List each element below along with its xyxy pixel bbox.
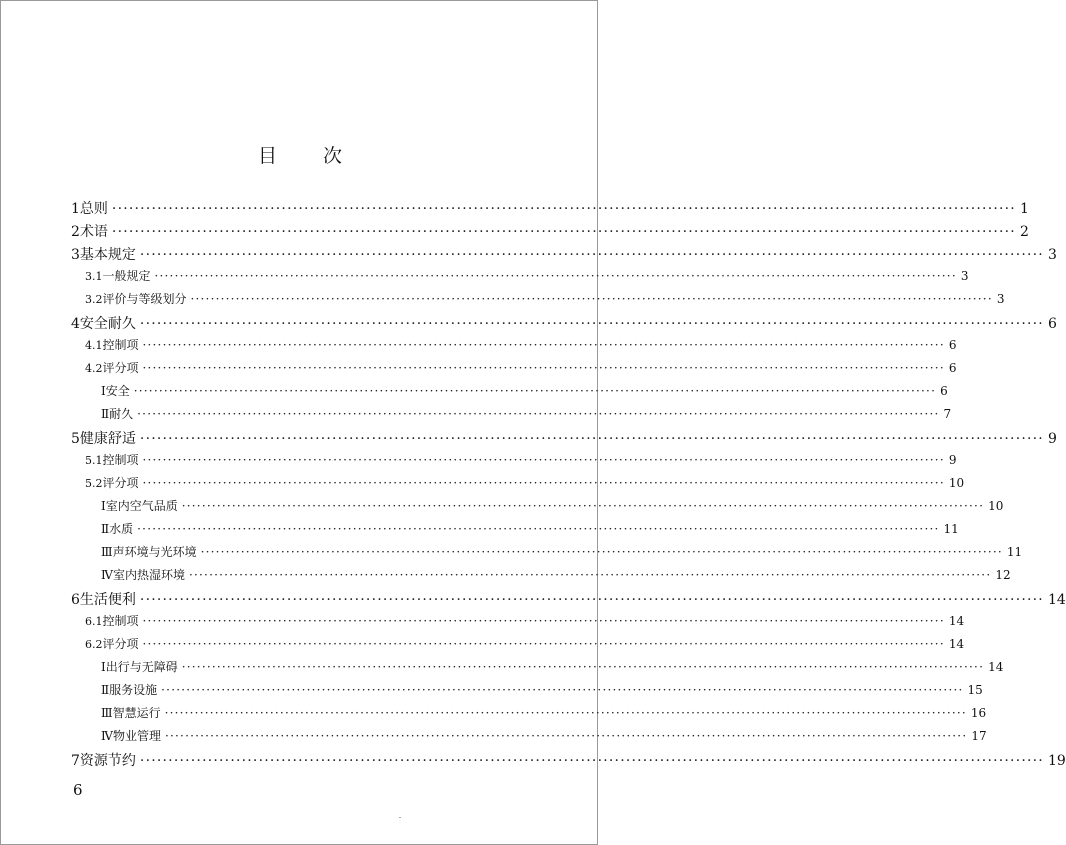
toc-entry-label: 室内空气品质 [105, 499, 178, 513]
toc-leader-dots: ································································································································································ [189, 568, 992, 582]
toc-entry-label: 物业管理 [113, 729, 162, 743]
toc-entry[interactable] [85, 359, 957, 381]
toc-leader-dots: ································································································································································ [137, 522, 940, 536]
toc-entry[interactable] [85, 451, 957, 473]
toc-entry-page: 11 [943, 522, 959, 536]
toc-entry[interactable] [71, 750, 1066, 772]
toc-entry-label: 一般规定 [102, 269, 151, 283]
toc-entry-number: 6.2 [85, 638, 103, 651]
toc-entry-label: 术语 [79, 224, 108, 240]
toc-entry-number: 5.2 [85, 477, 103, 490]
toc-entry-label: 生活便利 [79, 592, 136, 608]
toc-entry-page: 14 [948, 614, 965, 628]
toc-entry-page: 6 [948, 361, 957, 375]
toc-entry[interactable] [101, 520, 959, 542]
toc-entry-page: 10 [948, 476, 965, 490]
toc-leader-dots: ································································································································································ [161, 683, 964, 697]
toc-entry-label: 服务设施 [109, 683, 158, 697]
page-title [1, 141, 599, 168]
toc-entry-number: Ⅲ [101, 545, 113, 559]
toc-leader-dots: ································································································································································ [165, 729, 968, 743]
toc-entry-label: 资源节约 [79, 753, 136, 769]
toc-leader-dots: ································································································································································ [142, 637, 945, 651]
toc-entry-page: 14 [948, 637, 965, 651]
toc-entry-number: Ⅳ [101, 729, 113, 743]
toc-leader-dots: ································································································································································ [139, 316, 1044, 332]
toc-entry-page: 6 [1047, 316, 1057, 332]
toc-entry-page: 15 [967, 683, 983, 697]
toc-entry-page: 17 [971, 729, 987, 743]
toc-leader-dots: ································································································································································ [133, 384, 937, 398]
toc-entry[interactable] [85, 612, 965, 634]
toc-leader-dots: ································································································································································ [111, 201, 1016, 217]
toc-entry-number: Ⅰ [101, 499, 106, 513]
toc-entry[interactable] [71, 198, 1029, 220]
toc-leader-dots: ································································································································································ [200, 545, 1003, 559]
toc-entry-number: 7 [71, 753, 80, 769]
toc-entry[interactable] [85, 267, 969, 289]
toc-entry-page: 9 [948, 453, 957, 467]
toc-entry-label: 水质 [109, 522, 134, 536]
toc-entry-number: Ⅰ [101, 660, 106, 674]
toc-entry-number: 4.2 [85, 362, 103, 375]
toc-entry[interactable] [101, 658, 1004, 680]
toc-entry-page: 19 [1047, 753, 1066, 769]
toc-leader-dots: ································································································································································ [142, 361, 945, 375]
toc-entry[interactable] [85, 635, 965, 657]
toc-entry-number: 2 [71, 224, 80, 240]
toc-entry-page: 6 [940, 384, 948, 398]
toc-entry-page: 14 [988, 660, 1004, 674]
toc-entry[interactable] [71, 428, 1057, 450]
toc-entry-page: 3 [1047, 247, 1057, 263]
toc-entry-label: 健康舒适 [79, 431, 136, 447]
toc-leader-dots: ································································································································································ [142, 453, 945, 467]
toc-entry-label: 评价与等级划分 [102, 292, 187, 306]
toc-entry-label: 基本规定 [79, 247, 136, 263]
toc-entry-number: 6.1 [85, 615, 103, 628]
toc-entry[interactable] [71, 313, 1057, 335]
toc-leader-dots: ································································································································································ [139, 247, 1044, 263]
scan-speck [399, 817, 401, 818]
toc-entry-number: 5 [71, 431, 80, 447]
page-number: 6 [73, 781, 83, 799]
toc-entry-label: 总则 [79, 201, 108, 217]
toc-entry-page: 11 [1006, 545, 1023, 559]
toc-entry-label: 评分项 [102, 361, 139, 375]
toc-leader-dots: ································································································································································ [181, 499, 985, 513]
toc-entry-page: 6 [948, 338, 957, 352]
toc-leader-dots: ································································································································································ [139, 753, 1044, 769]
toc-entry-number: 4.1 [85, 339, 103, 352]
toc-entry-page: 12 [995, 568, 1011, 582]
toc-leader-dots: ································································································································································ [139, 431, 1044, 447]
toc-entry-page: 7 [943, 407, 952, 421]
toc-entry-label: 控制项 [102, 453, 139, 467]
toc-entry[interactable] [101, 727, 987, 749]
toc-entry-number: 4 [71, 316, 80, 332]
toc-entry[interactable] [101, 497, 1004, 519]
toc-leader-dots: ································································································································································ [142, 338, 945, 352]
toc-entry-page: 10 [988, 499, 1004, 513]
toc-entry-label: 耐久 [109, 407, 134, 421]
toc-entry-label: 控制项 [102, 614, 139, 628]
toc-leader-dots: ································································································································································ [164, 706, 967, 720]
toc-leader-dots: ································································································································································ [154, 269, 957, 283]
toc-entry-label: 声环境与光环境 [112, 545, 197, 559]
toc-leader-dots: ································································································································································ [142, 476, 945, 490]
toc-entry[interactable] [85, 336, 957, 358]
toc-entry-number: Ⅳ [101, 568, 113, 582]
toc-entry-label: 评分项 [102, 637, 139, 651]
toc-entry[interactable] [71, 589, 1066, 611]
toc-entry[interactable] [101, 382, 948, 404]
toc-entry-page: 2 [1019, 224, 1029, 240]
toc-entry-number: 1 [71, 201, 80, 217]
toc-entry-label: 控制项 [102, 338, 139, 352]
toc-entry-page: 16 [970, 706, 987, 720]
toc-entry-number: 6 [71, 592, 80, 608]
toc-entry-number: Ⅰ [101, 384, 106, 398]
page-title-left: 目 [257, 145, 277, 167]
toc-entry-page: 3 [960, 269, 969, 283]
toc-leader-dots: ································································································································································ [181, 660, 985, 674]
toc-leader-dots: ································································································································································ [139, 592, 1044, 608]
toc-leader-dots: ································································································································································ [111, 224, 1016, 240]
toc-entry[interactable] [71, 244, 1057, 266]
toc-entry-number: Ⅱ [101, 407, 110, 421]
toc-entry[interactable] [101, 405, 952, 427]
toc-entry-page: 9 [1047, 431, 1057, 447]
toc-entry-page: 1 [1019, 201, 1029, 217]
toc-leader-dots: ································································································································································ [137, 407, 940, 421]
toc-entry[interactable] [85, 474, 965, 496]
toc-entry-number: 3.2 [85, 293, 103, 306]
toc-entry-number: Ⅱ [101, 683, 110, 697]
toc-leader-dots: ································································································································································ [142, 614, 945, 628]
toc-entry[interactable] [101, 566, 1011, 588]
toc-leader-dots: ································································································································································ [190, 292, 993, 306]
toc-entry[interactable] [85, 290, 1005, 312]
toc-entry[interactable] [71, 221, 1029, 243]
toc-entry-label: 评分项 [102, 476, 139, 490]
toc-entry[interactable] [101, 704, 987, 726]
toc-entry-number: Ⅲ [101, 706, 113, 720]
toc-entry-page: 14 [1047, 592, 1066, 608]
toc-entry-number: 3.1 [85, 270, 103, 283]
toc-entry-page: 3 [996, 292, 1005, 306]
toc-entry[interactable] [101, 681, 983, 703]
toc-entry[interactable] [101, 543, 1023, 565]
toc-entry-label: 室内热湿环境 [113, 568, 186, 582]
page-title-right: 次 [323, 145, 343, 167]
toc-entry-number: Ⅱ [101, 522, 110, 536]
toc-entry-label: 出行与无障碍 [105, 660, 178, 674]
toc-entry-label: 智慧运行 [112, 706, 161, 720]
toc-entry-number: 3 [71, 247, 80, 263]
toc-entry-label: 安全耐久 [79, 316, 136, 332]
toc-entry-number: 5.1 [85, 454, 103, 467]
toc-entry-label: 安全 [105, 384, 130, 398]
